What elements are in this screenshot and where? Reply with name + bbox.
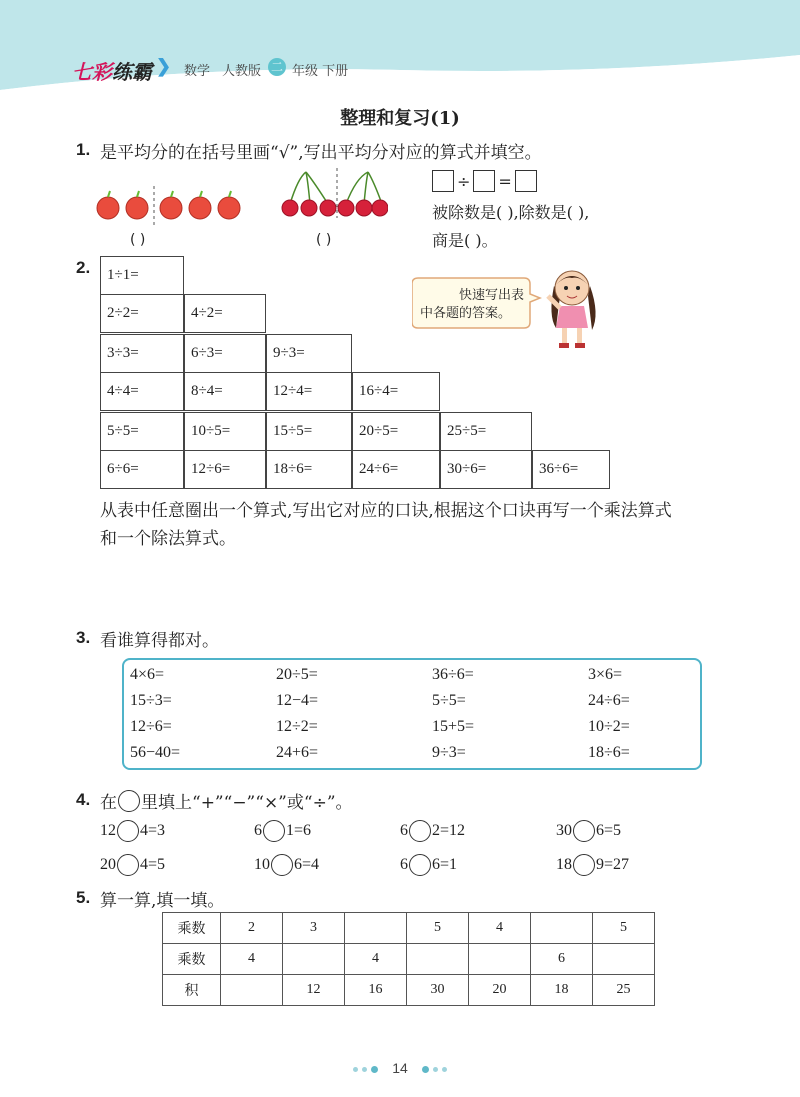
stairs-cell[interactable]: 9÷3= <box>266 334 352 373</box>
q3-problem[interactable]: 12÷6= <box>130 718 172 735</box>
q2-instruction-line2: 和一个除法算式。 <box>100 529 236 549</box>
q3-problem[interactable]: 12÷2= <box>276 718 318 735</box>
edition-label: 人教版 <box>222 64 262 79</box>
operator-circle[interactable] <box>263 820 285 842</box>
q3-problem[interactable]: 15+5= <box>432 718 475 735</box>
q1-number: 1. <box>76 140 91 159</box>
table-cell[interactable] <box>593 944 655 975</box>
q4-right-part: 6=1 <box>432 856 458 873</box>
q4-right-part: 1=6 <box>286 822 312 839</box>
q4-problem <box>254 820 311 842</box>
q3-problem[interactable]: 3×6= <box>588 666 623 683</box>
q3-number: 3. <box>76 628 91 647</box>
q4-right-part: 2=12 <box>432 822 466 839</box>
q4-problem <box>100 820 165 842</box>
cherries-image <box>278 168 388 218</box>
stairs-cell[interactable]: 12÷4= <box>266 372 352 411</box>
divisor-box[interactable] <box>473 170 495 192</box>
table-cell: 4 <box>221 944 283 975</box>
q2-number: 2. <box>76 258 91 277</box>
subject-label: 数学 <box>184 64 211 79</box>
q4-left-operand: 6 <box>254 822 262 839</box>
q3-problem[interactable]: 18÷6= <box>588 744 630 761</box>
stairs-cell[interactable]: 36÷6= <box>532 450 610 489</box>
table-cell[interactable] <box>221 975 283 1006</box>
multiplication-table <box>162 912 655 1006</box>
page-title: 整理和复习(1) <box>340 108 460 129</box>
q3-problem[interactable]: 4×6= <box>130 666 165 683</box>
table-cell: 18 <box>531 975 593 1006</box>
q4-text-before: 在 <box>100 793 117 813</box>
q4-right-part: 6=5 <box>596 822 622 839</box>
stairs-cell[interactable]: 1÷1= <box>100 256 184 295</box>
q3-problem[interactable]: 5÷5= <box>432 692 466 709</box>
q4-left-operand: 6 <box>400 822 408 839</box>
q2-instruction-line1: 从表中任意圈出一个算式,写出它对应的口诀,根据这个口诀再写一个乘法算式 <box>100 501 672 521</box>
q3-problem[interactable]: 24+6= <box>276 744 319 761</box>
table-row <box>163 944 655 975</box>
stairs-cell[interactable]: 5÷5= <box>100 412 184 451</box>
operator-circle[interactable] <box>117 820 139 842</box>
q3-problem[interactable]: 24÷6= <box>588 692 630 709</box>
table-cell: 20 <box>469 975 531 1006</box>
table-cell[interactable] <box>407 944 469 975</box>
grade-badge: 二 <box>268 58 286 76</box>
q5-number: 5. <box>76 888 91 907</box>
q4-number: 4. <box>76 790 91 809</box>
q3-problem[interactable]: 9÷3= <box>432 744 466 761</box>
table-cell: 12 <box>283 975 345 1006</box>
stairs-cell[interactable]: 12÷6= <box>184 450 266 489</box>
table-cell: 6 <box>531 944 593 975</box>
q4-left-operand: 30 <box>556 822 572 839</box>
q4-right-part: 4=3 <box>140 822 166 839</box>
q1-equation <box>432 170 537 192</box>
grade-label: 年级 下册 <box>292 64 349 79</box>
row-label: 乘数 <box>163 913 221 944</box>
girl-illustration <box>540 266 610 350</box>
q3-problem[interactable]: 15÷3= <box>130 692 172 709</box>
operator-circle[interactable] <box>573 854 595 876</box>
stairs-cell[interactable]: 20÷5= <box>352 412 440 451</box>
q1-paren-a[interactable]: ( ) <box>130 232 146 248</box>
divide-sign: ÷ <box>457 171 471 191</box>
stairs-cell[interactable]: 8÷4= <box>184 372 266 411</box>
brand-logo: 七彩练霸 <box>72 60 152 84</box>
table-row <box>163 913 655 944</box>
q4-problem <box>100 854 165 876</box>
stairs-cell[interactable]: 25÷5= <box>440 412 532 451</box>
table-row <box>163 975 655 1006</box>
stairs-cell[interactable]: 4÷2= <box>184 294 266 333</box>
table-cell: 4 <box>345 944 407 975</box>
stairs-cell[interactable]: 6÷3= <box>184 334 266 373</box>
operator-circle[interactable] <box>117 854 139 876</box>
page-number-text: 14 <box>392 1060 408 1076</box>
q4-problem <box>254 854 319 876</box>
stairs-cell[interactable]: 24÷6= <box>352 450 440 489</box>
bubble-line1: 快速写出表 <box>458 288 524 303</box>
table-cell: 16 <box>345 975 407 1006</box>
table-cell: 3 <box>283 913 345 944</box>
q4-text-after: 里填上“+”“−”“×”或“÷”。 <box>141 793 353 813</box>
table-cell[interactable] <box>345 913 407 944</box>
q4-left-operand: 18 <box>556 856 572 873</box>
q4-left-operand: 6 <box>400 856 408 873</box>
bubble-line2: 中各题的答案。 <box>420 306 512 321</box>
row-label: 乘数 <box>163 944 221 975</box>
operator-circle[interactable] <box>409 820 431 842</box>
operator-circle[interactable] <box>409 854 431 876</box>
table-cell[interactable] <box>283 944 345 975</box>
chevron-right-icon: ❯ <box>156 56 172 77</box>
table-cell: 5 <box>407 913 469 944</box>
q3-problem[interactable]: 36÷6= <box>432 666 474 683</box>
row-label: 积 <box>163 975 221 1006</box>
stairs-cell[interactable]: 30÷6= <box>440 450 532 489</box>
q4-left-operand: 12 <box>100 822 116 839</box>
q3-problem[interactable]: 12−4= <box>276 692 319 709</box>
q3-problem[interactable]: 56−40= <box>130 744 181 761</box>
q1-line2: 商是( )。 <box>432 231 498 250</box>
stairs-cell[interactable]: 10÷5= <box>184 412 266 451</box>
equals-sign: = <box>498 171 512 191</box>
q3-problem[interactable]: 20÷5= <box>276 666 318 683</box>
table-cell: 30 <box>407 975 469 1006</box>
q4-problem <box>556 820 621 842</box>
q5-text: 算一算,填一填。 <box>100 891 225 911</box>
apples-image <box>96 186 246 226</box>
q3-text: 看谁算得都对。 <box>100 631 219 651</box>
table-cell[interactable] <box>469 944 531 975</box>
q4-right-part: 4=5 <box>140 856 166 873</box>
quotient-box[interactable] <box>515 170 537 192</box>
operator-circle[interactable] <box>573 820 595 842</box>
circle-icon <box>118 790 140 812</box>
table-cell: 25 <box>593 975 655 1006</box>
q1-paren-b[interactable]: ( ) <box>316 232 332 248</box>
operator-circle[interactable] <box>271 854 293 876</box>
table-cell: 5 <box>593 913 655 944</box>
stairs-cell[interactable]: 15÷5= <box>266 412 352 451</box>
stairs-cell[interactable]: 16÷4= <box>352 372 440 411</box>
page-number <box>0 1060 800 1076</box>
q4-problem <box>400 854 457 876</box>
q4-problem <box>556 854 629 876</box>
q1-text: 是平均分的在括号里画“√”,写出平均分对应的算式并填空。 <box>100 143 542 163</box>
table-cell: 4 <box>469 913 531 944</box>
stairs-cell[interactable]: 4÷4= <box>100 372 184 411</box>
stairs-cell[interactable]: 3÷3= <box>100 334 184 373</box>
table-cell[interactable] <box>531 913 593 944</box>
stairs-cell[interactable]: 18÷6= <box>266 450 352 489</box>
stairs-cell[interactable]: 6÷6= <box>100 450 184 489</box>
header-band <box>0 0 800 100</box>
q4-right-part: 6=4 <box>294 856 320 873</box>
q4-problem <box>400 820 465 842</box>
q4-left-operand: 10 <box>254 856 270 873</box>
table-cell: 2 <box>221 913 283 944</box>
q4-left-operand: 20 <box>100 856 116 873</box>
q1-line1: 被除数是( ),除数是( ), <box>432 203 590 222</box>
dividend-box[interactable] <box>432 170 454 192</box>
stairs-cell[interactable]: 2÷2= <box>100 294 184 333</box>
q4-text <box>100 788 353 813</box>
q4-right-part: 9=27 <box>596 856 630 873</box>
q3-problem[interactable]: 10÷2= <box>588 718 630 735</box>
